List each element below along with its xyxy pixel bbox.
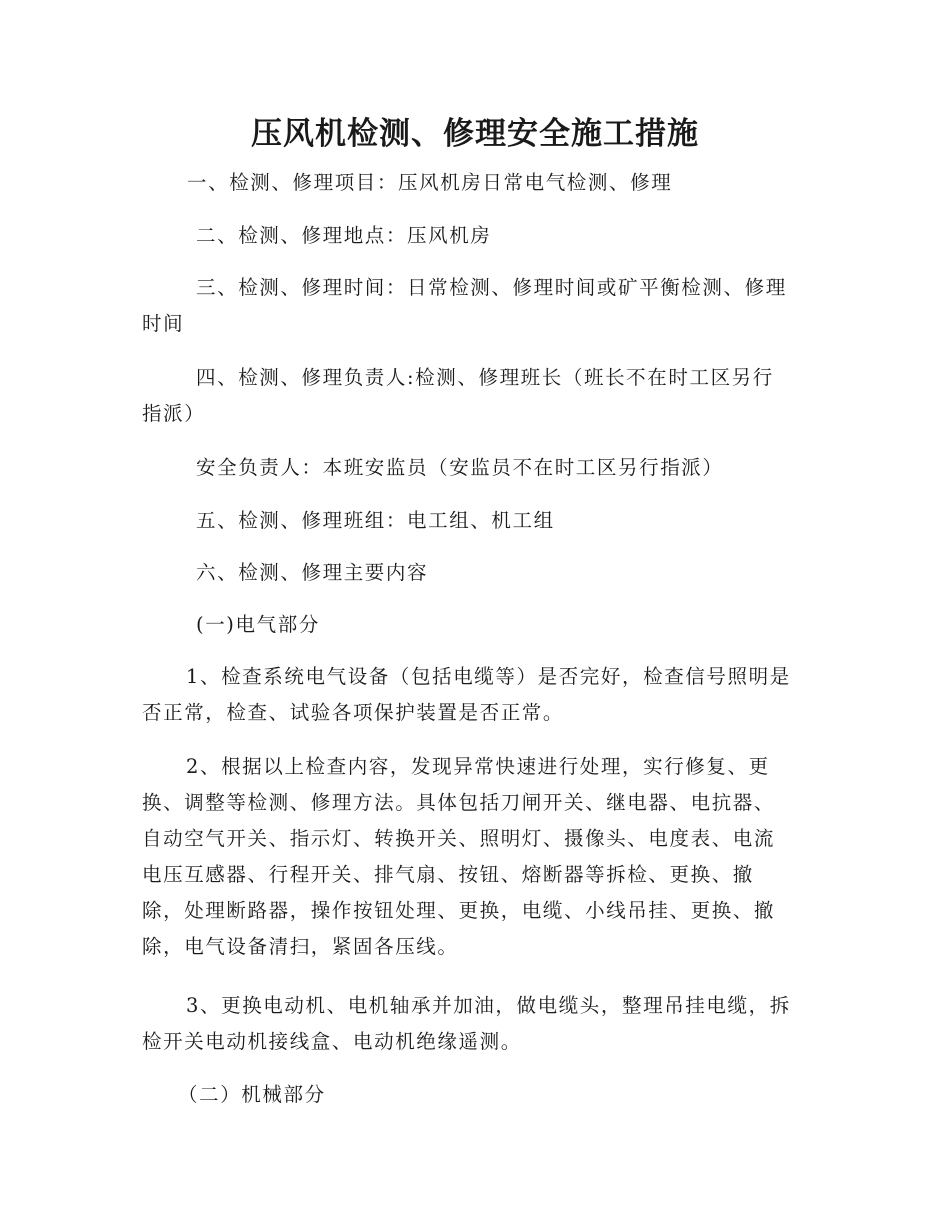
paragraph-line: （二）机械部分	[178, 1083, 326, 1106]
paragraph-line: 指派）	[142, 402, 206, 425]
paragraph-line: 五、检测、修理班组：电工组、机工组	[196, 509, 555, 532]
paragraph-line: 安全负责人：本班安监员（安监员不在时工区另行指派）	[196, 456, 724, 479]
paragraph-item-location	[196, 218, 864, 254]
section-heading-mechanical	[178, 1077, 846, 1113]
paragraph-line: 否正常，检查、试验各项保护装置是否正常。	[142, 701, 565, 724]
paragraph-item-team	[196, 503, 864, 539]
paragraph-line: 二、检测、修理地点：压风机房	[196, 224, 492, 247]
paragraph-line: 除，电气设备清扫，紧固各压线。	[142, 935, 459, 958]
paragraph-line: 六、检测、修理主要内容	[196, 561, 429, 584]
paragraph-line: 2、根据以上检查内容，发现异常快速进行处理，实行修复、更	[186, 755, 770, 778]
paragraph-line: (一)电气部分	[196, 613, 320, 636]
paragraph-line: 时间	[142, 312, 185, 335]
paragraph-item-project	[187, 165, 855, 201]
paragraph-line: 换、调整等检测、修理方法。具体包括刀闸开关、继电器、电抗器、	[142, 791, 776, 814]
paragraph-item-2	[142, 749, 810, 965]
paragraph-item-time	[142, 270, 810, 342]
paragraph-line: 1、检查系统电气设备（包括电缆等）是否完好，检查信号照明是	[186, 665, 791, 688]
paragraph-item-1	[142, 659, 810, 731]
paragraph-line: 电压互感器、行程开关、排气扇、按钮、熔断器等拆检、更换、撤	[142, 863, 754, 886]
section-heading-electrical	[196, 607, 864, 643]
paragraph-line: 三、检测、修理时间：日常检测、修理时间或矿平衡检测、修理	[196, 276, 787, 299]
paragraph-line: 3、更换电动机、电机轴承并加油，做电缆头，整理吊挂电缆，拆	[186, 994, 791, 1017]
paragraph-item-responsible	[142, 360, 810, 432]
paragraph-line: 检开关电动机接线盒、电动机绝缘遥测。	[142, 1030, 522, 1053]
paragraph-line: 自动空气开关、指示灯、转换开关、照明灯、摄像头、电度表、电流	[142, 827, 776, 850]
paragraph-line: 除，处理断路器，操作按钮处理、更换，电缆、小线吊挂、更换、撤	[142, 899, 776, 922]
paragraph-item-content	[196, 555, 864, 591]
document-title: 压风机检测、修理安全施工措施	[251, 116, 699, 152]
paragraph-line: 四、检测、修理负责人:检测、修理班长（班长不在时工区另行	[196, 366, 774, 389]
paragraph-item-safety	[196, 450, 864, 486]
paragraph-line: 一、检测、修理项目：压风机房日常电气检测、修理	[187, 171, 673, 194]
paragraph-item-3	[142, 988, 810, 1060]
